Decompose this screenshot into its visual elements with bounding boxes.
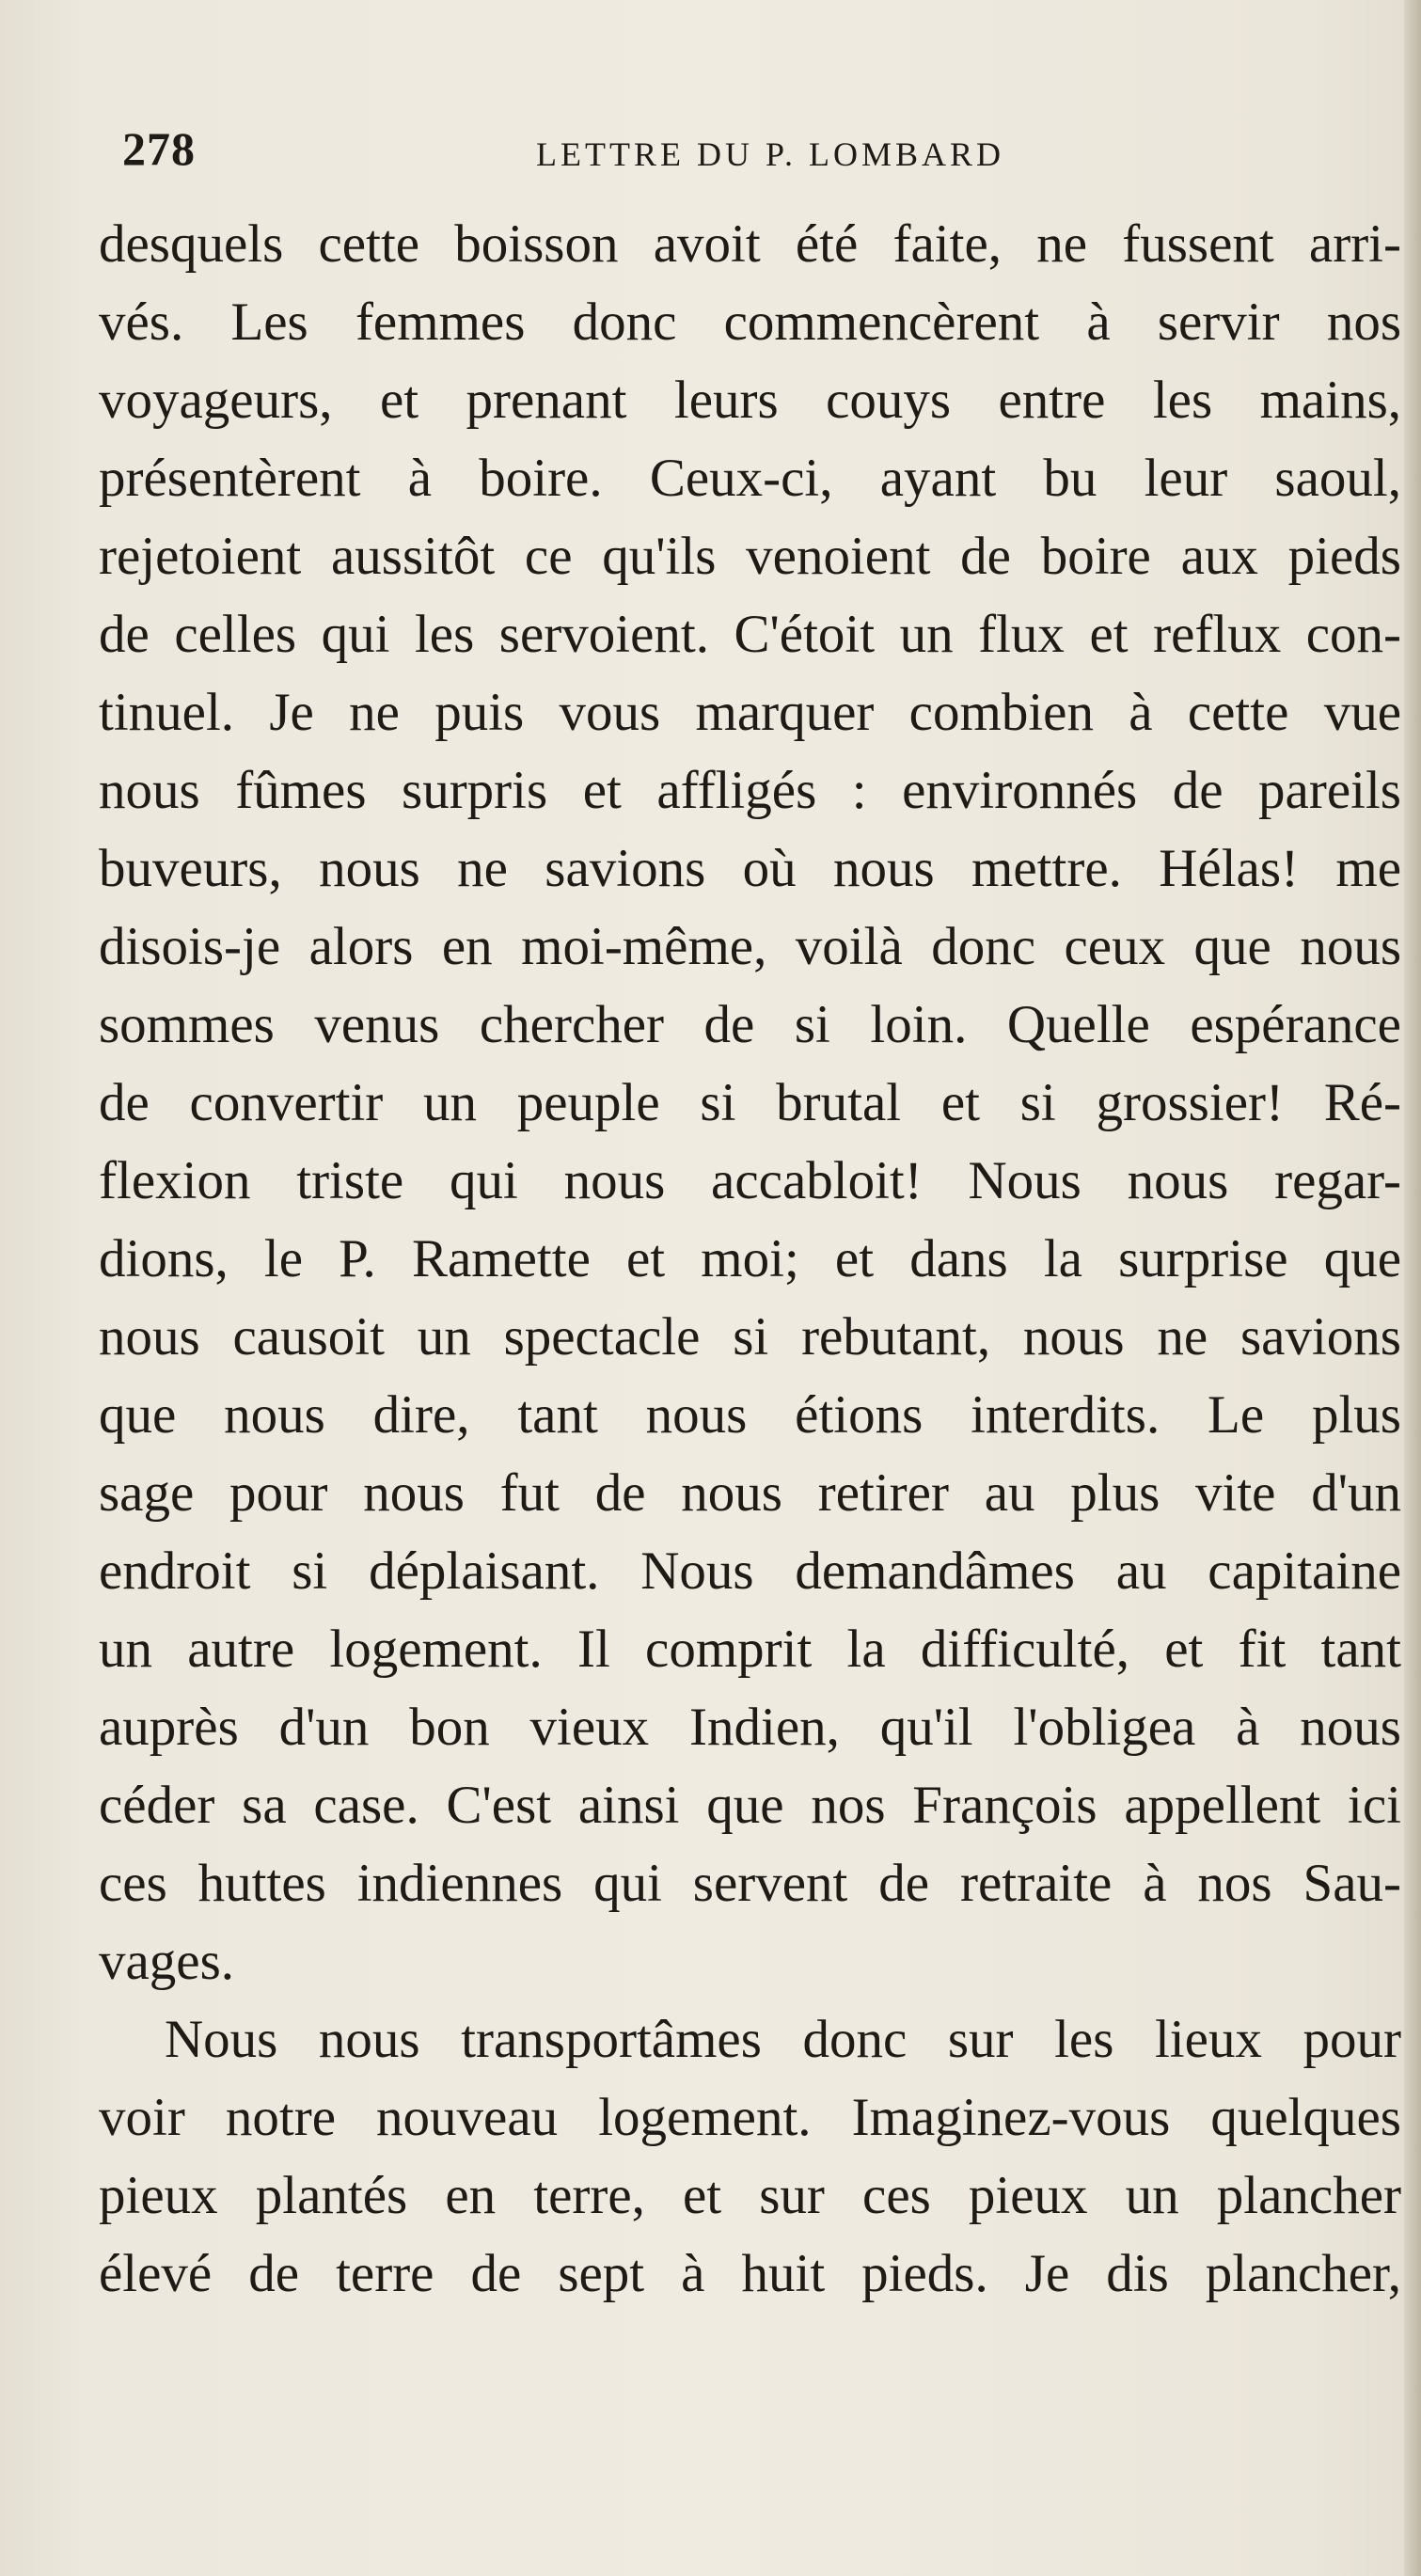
text-line: céder sa case. C'est ainsi que nos François appellent ici <box>99 1776 1401 1835</box>
page-edge-shadow <box>1404 0 1421 2576</box>
text-line: endroit si déplaisant. Nous demandâmes au capitaine <box>99 1541 1401 1601</box>
text-line: que nous dire, tant nous étions interdits. Le plus <box>99 1385 1401 1445</box>
text-line: tinuel. Je ne puis vous marquer combien à cette vue <box>99 683 1401 742</box>
text-line: auprès d'un bon vieux Indien, qu'il l'obligea à nous <box>99 1698 1401 1757</box>
text-line: vés. Les femmes donc commencèrent à servir nos <box>99 292 1401 352</box>
text-line: desquels cette boisson avoit été faite, ne fussent arri- <box>99 214 1401 274</box>
text-line: sommes venus chercher de si loin. Quelle espérance <box>99 995 1401 1054</box>
text-line: nous causoit un spectacle si rebutant, nous ne savions <box>99 1307 1401 1367</box>
page-number: 278 <box>122 122 196 175</box>
text-line: présentèrent à boire. Ceux-ci, ayant bu leur saoul, <box>99 449 1401 508</box>
text-line: rejetoient aussitôt ce qu'ils venoient de boire aux pieds <box>99 527 1401 586</box>
text-line: dions, le P. Ramette et moi; et dans la surprise que <box>99 1229 1401 1288</box>
text-line: pieux plantés en terre, et sur ces pieux un plancher <box>99 2166 1401 2225</box>
text-line: buveurs, nous ne savions où nous mettre. Hélas! me <box>99 839 1401 898</box>
body-text <box>99 205 1401 2313</box>
paragraph-end-line: vages. <box>99 1932 235 1991</box>
text-line: voyageurs, et prenant leurs couys entre les mains, <box>99 371 1401 430</box>
text-line: sage pour nous fut de nous retirer au plus vite d'un <box>99 1463 1401 1523</box>
text-line: nous fûmes surpris et affligés : environnés de pareils <box>99 761 1401 820</box>
text-line: ces huttes indiennes qui servent de retraite à nos Sau- <box>99 1854 1401 1913</box>
text-line: flexion triste qui nous accabloit! Nous nous regar- <box>99 1151 1401 1210</box>
text-line: de celles qui les servoient. C'étoit un flux et reflux con- <box>99 605 1401 664</box>
text-line: de convertir un peuple si brutal et si grossier! Ré- <box>99 1073 1401 1132</box>
running-head: LETTRE DU P. LOMBARD <box>536 135 1005 173</box>
text-line: élevé de terre de sept à huit pieds. Je dis plancher, <box>99 2244 1401 2303</box>
page-header <box>122 120 1401 196</box>
text-line: un autre logement. Il comprit la difficulté, et fit tant <box>99 1620 1401 1679</box>
paragraph-start-line: Nous nous transportâmes donc sur les lieux pour <box>165 2010 1401 2069</box>
text-line: disois-je alors en moi-même, voilà donc ceux que nous <box>99 917 1401 976</box>
text-line: voir notre nouveau logement. Imaginez-vous quelques <box>99 2088 1401 2147</box>
